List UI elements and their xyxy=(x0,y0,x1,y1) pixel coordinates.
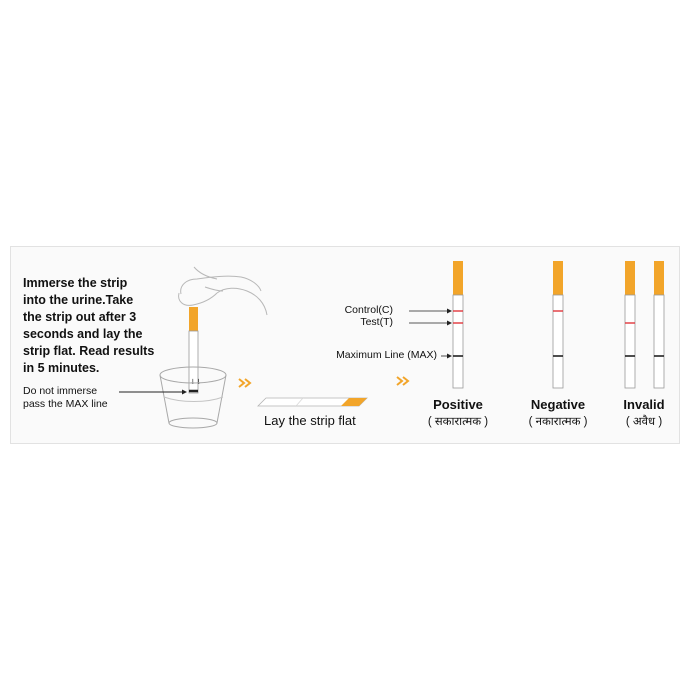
instruction-line: into the urine.Take xyxy=(23,293,134,307)
svg-text:↓↓: ↓↓ xyxy=(190,378,202,386)
negative-label: Negative xyxy=(530,397,586,412)
step2-caption: Lay the strip flat xyxy=(264,413,356,428)
instruction-line: in 5 minutes. xyxy=(23,361,100,375)
max-note-line: Do not immerse xyxy=(23,385,98,397)
flat-strip xyxy=(258,398,367,406)
invalid-strip-2 xyxy=(654,261,664,388)
negative-hindi-label: ( नकारात्मक ) xyxy=(528,416,588,428)
positive-hindi-label: ( सकारात्मक ) xyxy=(427,416,489,428)
negative-strip xyxy=(553,261,563,388)
negative-caption xyxy=(498,397,618,429)
instructions-panel xyxy=(10,246,680,444)
instruction-text xyxy=(23,275,183,377)
positive-label: Positive xyxy=(433,397,483,412)
invalid-caption xyxy=(601,397,687,429)
control-label: Control(C) xyxy=(344,304,393,316)
max-warning-note xyxy=(23,385,148,411)
instruction-line: seconds and lay the xyxy=(23,327,143,341)
max-line-label: Maximum Line (MAX) xyxy=(336,349,437,361)
instruction-line: Immerse the strip xyxy=(23,276,128,290)
invalid-label: Invalid xyxy=(623,397,665,412)
invalid-hindi-label: ( अवैध ) xyxy=(625,416,663,428)
max-note-line: pass the MAX line xyxy=(23,398,108,410)
chevron-right-icon xyxy=(239,379,250,387)
immersed-strip xyxy=(189,307,202,393)
instruction-line: the strip out after 3 xyxy=(23,310,137,324)
instruction-line: strip flat. Read results xyxy=(23,344,155,358)
invalid-strip-1 xyxy=(625,261,635,388)
chevron-right-icon-2 xyxy=(397,377,408,385)
test-label: Test(T) xyxy=(360,316,393,328)
positive-strip xyxy=(453,261,463,388)
